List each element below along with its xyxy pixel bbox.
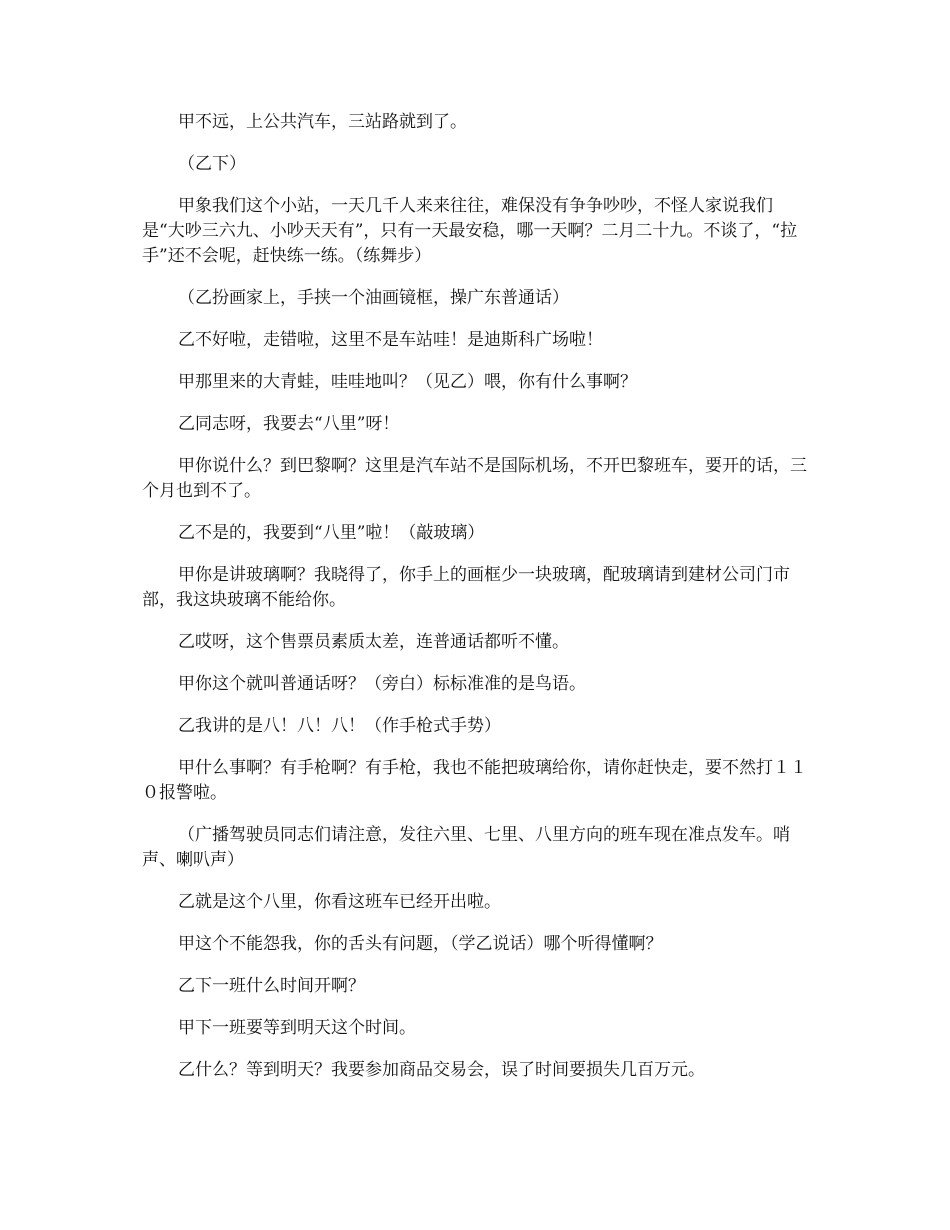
paragraph: 乙同志呀，我要去“八里”呀！ — [178, 414, 400, 434]
paragraph: 甲你说什么？到巴黎啊？这里是汽车站不是国际机场，不开巴黎班车，要开的话，三个月也到不了。 — [142, 456, 807, 501]
paragraph: 乙就是这个八里，你看这班车已经开出啦。 — [178, 892, 501, 912]
paragraph: 乙下一班什么时间开啊？ — [178, 976, 365, 996]
paragraph: 甲这个不能怨我，你的舌头有问题，（学乙说话）哪个听得懂啊？ — [178, 934, 663, 954]
paragraph: 乙不好啦，走错啦，这里不是车站哇！是迪斯科广场啦！ — [178, 330, 603, 350]
paragraph: 甲不远，上公共汽车，三站路就到了。 — [178, 112, 467, 132]
paragraph: 甲象我们这个小站，一天几千人来来往往，难保没有争争吵吵，不怪人家说我们是“大吵三六九、小吵天天有”，只有一天最安稳，哪一天啊？二月二十九。不谈了，“拉手”还不会呢，赶快练一练。（练舞步） — [142, 196, 798, 266]
paragraph: 甲那里来的大青蛙，哇哇地叫？（见乙）喂，你有什么事啊？ — [178, 372, 637, 392]
paragraph: 乙我讲的是八！八！八！（作手枪式手势） — [178, 716, 501, 736]
paragraph: 甲下一班要等到明天这个时间。 — [178, 1018, 416, 1038]
paragraph: 乙什么？等到明天？我要参加商品交易会，误了时间要损失几百万元。 — [178, 1060, 705, 1080]
paragraph: 甲你是讲玻璃啊？我晓得了，你手上的画框少一块玻璃，配玻璃请到建材公司门市部，我这块玻璃不能给你。 — [142, 565, 790, 610]
paragraph: 乙不是的，我要到“八里”啦！（敲玻璃） — [178, 523, 485, 543]
paragraph: 甲什么事啊？有手枪啊？有手枪，我也不能把玻璃给你，请你赶快走，要不然打１１０报警啦。 — [142, 758, 807, 803]
paragraph: （广播驾驶员同志们请注意，发往六里、七里、八里方向的班车现在准点发车。哨声、喇叭声） — [142, 825, 790, 870]
paragraph: 甲你这个就叫普通话呀？（旁白）标标准准的是鸟语。 — [178, 674, 586, 694]
paragraph: 乙哎呀，这个售票员素质太差，连普通话都听不懂。 — [178, 632, 569, 652]
paragraph: （乙下） — [178, 154, 246, 174]
paragraph: （乙扮画家上，手挟一个油画镜框，操广东普通话） — [178, 288, 569, 308]
